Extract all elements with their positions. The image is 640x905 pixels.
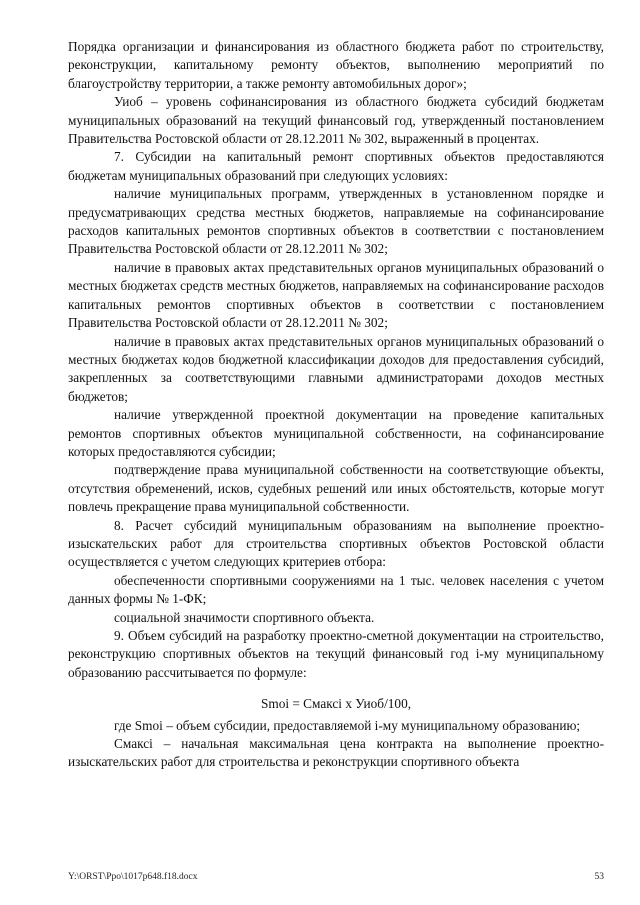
paragraph: Порядка организации и финансирования из областного бюджета работ по строительству, реконструкции, капитальному ремонту объектов, выполнению мероприятий по благоустройству территории, а также ремонту автомобильных дорог»;	[68, 39, 604, 91]
page-number: 53	[594, 872, 604, 882]
document-body	[68, 38, 604, 772]
paragraph: наличие в правовых актах представительных органов муниципальных образований о местных бюджетах кодов бюджетной классификации доходов для предоставления субсидий, закрепленных за соответствующими главными администраторами доходов местных бюджетов;	[68, 333, 604, 404]
paragraph: 8. Расчет субсидий муниципальным образованиям на выполнение проектно-изыскательских работ для строительства спортивных объектов Ростовской области осуществляется с учетом следующих критериев отбора:	[68, 517, 604, 570]
paragraph: Уиоб – уровень софинансирования из областного бюджета субсидий бюджетам муниципальных образований на текущий финансовый год, утвержденный постановлением Правительства Ростовской области от 28.12.2011 № 302, выраженный в процентах.	[68, 94, 604, 147]
footer-file-path: Y:\ORST\Ppo\1017p648.f18.docx	[68, 872, 198, 882]
paragraph: Смаксi – начальная максимальная цена контракта на выполнение проектно-изыскательских работ для строительства и реконструкции спортивного объекта	[68, 736, 604, 770]
paragraph: наличие муниципальных программ, утвержденных в установленном порядке и предусматривающих средства местных бюджетов, направляемые на софинансирование расходов капитальных ремонтов спортивных объектов в соответствии с постановлением Правительства Ростовской области от 28.12.2011 № 302;	[68, 186, 604, 257]
paragraph: где Smoi – объем субсидии, предоставляемой i-му муниципальному образованию;	[114, 717, 581, 733]
paragraph: обеспеченности спортивными сооружениями на 1 тыс. человек населения с учетом данных формы № 1-ФК;	[68, 572, 604, 607]
paragraph: подтверждение права муниципальной собственности на соответствующие объекты, отсутствия обременений, исков, судебных решений или иных обстоятельств, которые могут повлечь прекращение права муниципальной собственности.	[68, 462, 604, 515]
paragraph: 7. Субсидии на капитальный ремонт спортивных объектов предоставляются бюджетам муниципальных образований при следующих условиях:	[68, 149, 604, 183]
formula: Smoi = Смаксi х Уиоб/100,	[260, 696, 412, 712]
paragraph: 9. Объем субсидий на разработку проектно-сметной документации на строительство, реконструкцию спортивных объектов на текущий финансовый год i-му муниципальному образованию рассчитывается по формуле:	[68, 628, 604, 680]
paragraph: наличие утвержденной проектной документации на проведение капитальных ремонтов спортивных объектов муниципальной собственности, на софинансирование которых предоставляются субсидии;	[68, 407, 604, 459]
paragraph: наличие в правовых актах представительных органов муниципальных образований о местных бюджетах средств местных бюджетов, направляемых на софинансирование расходов капитальных ремонтов спортивных объектов в соответствии с постановлением Правительства Ростовской области от 28.12.2011 № 302;	[68, 259, 604, 331]
paragraph: социальной значимости спортивного объекта.	[114, 609, 375, 625]
